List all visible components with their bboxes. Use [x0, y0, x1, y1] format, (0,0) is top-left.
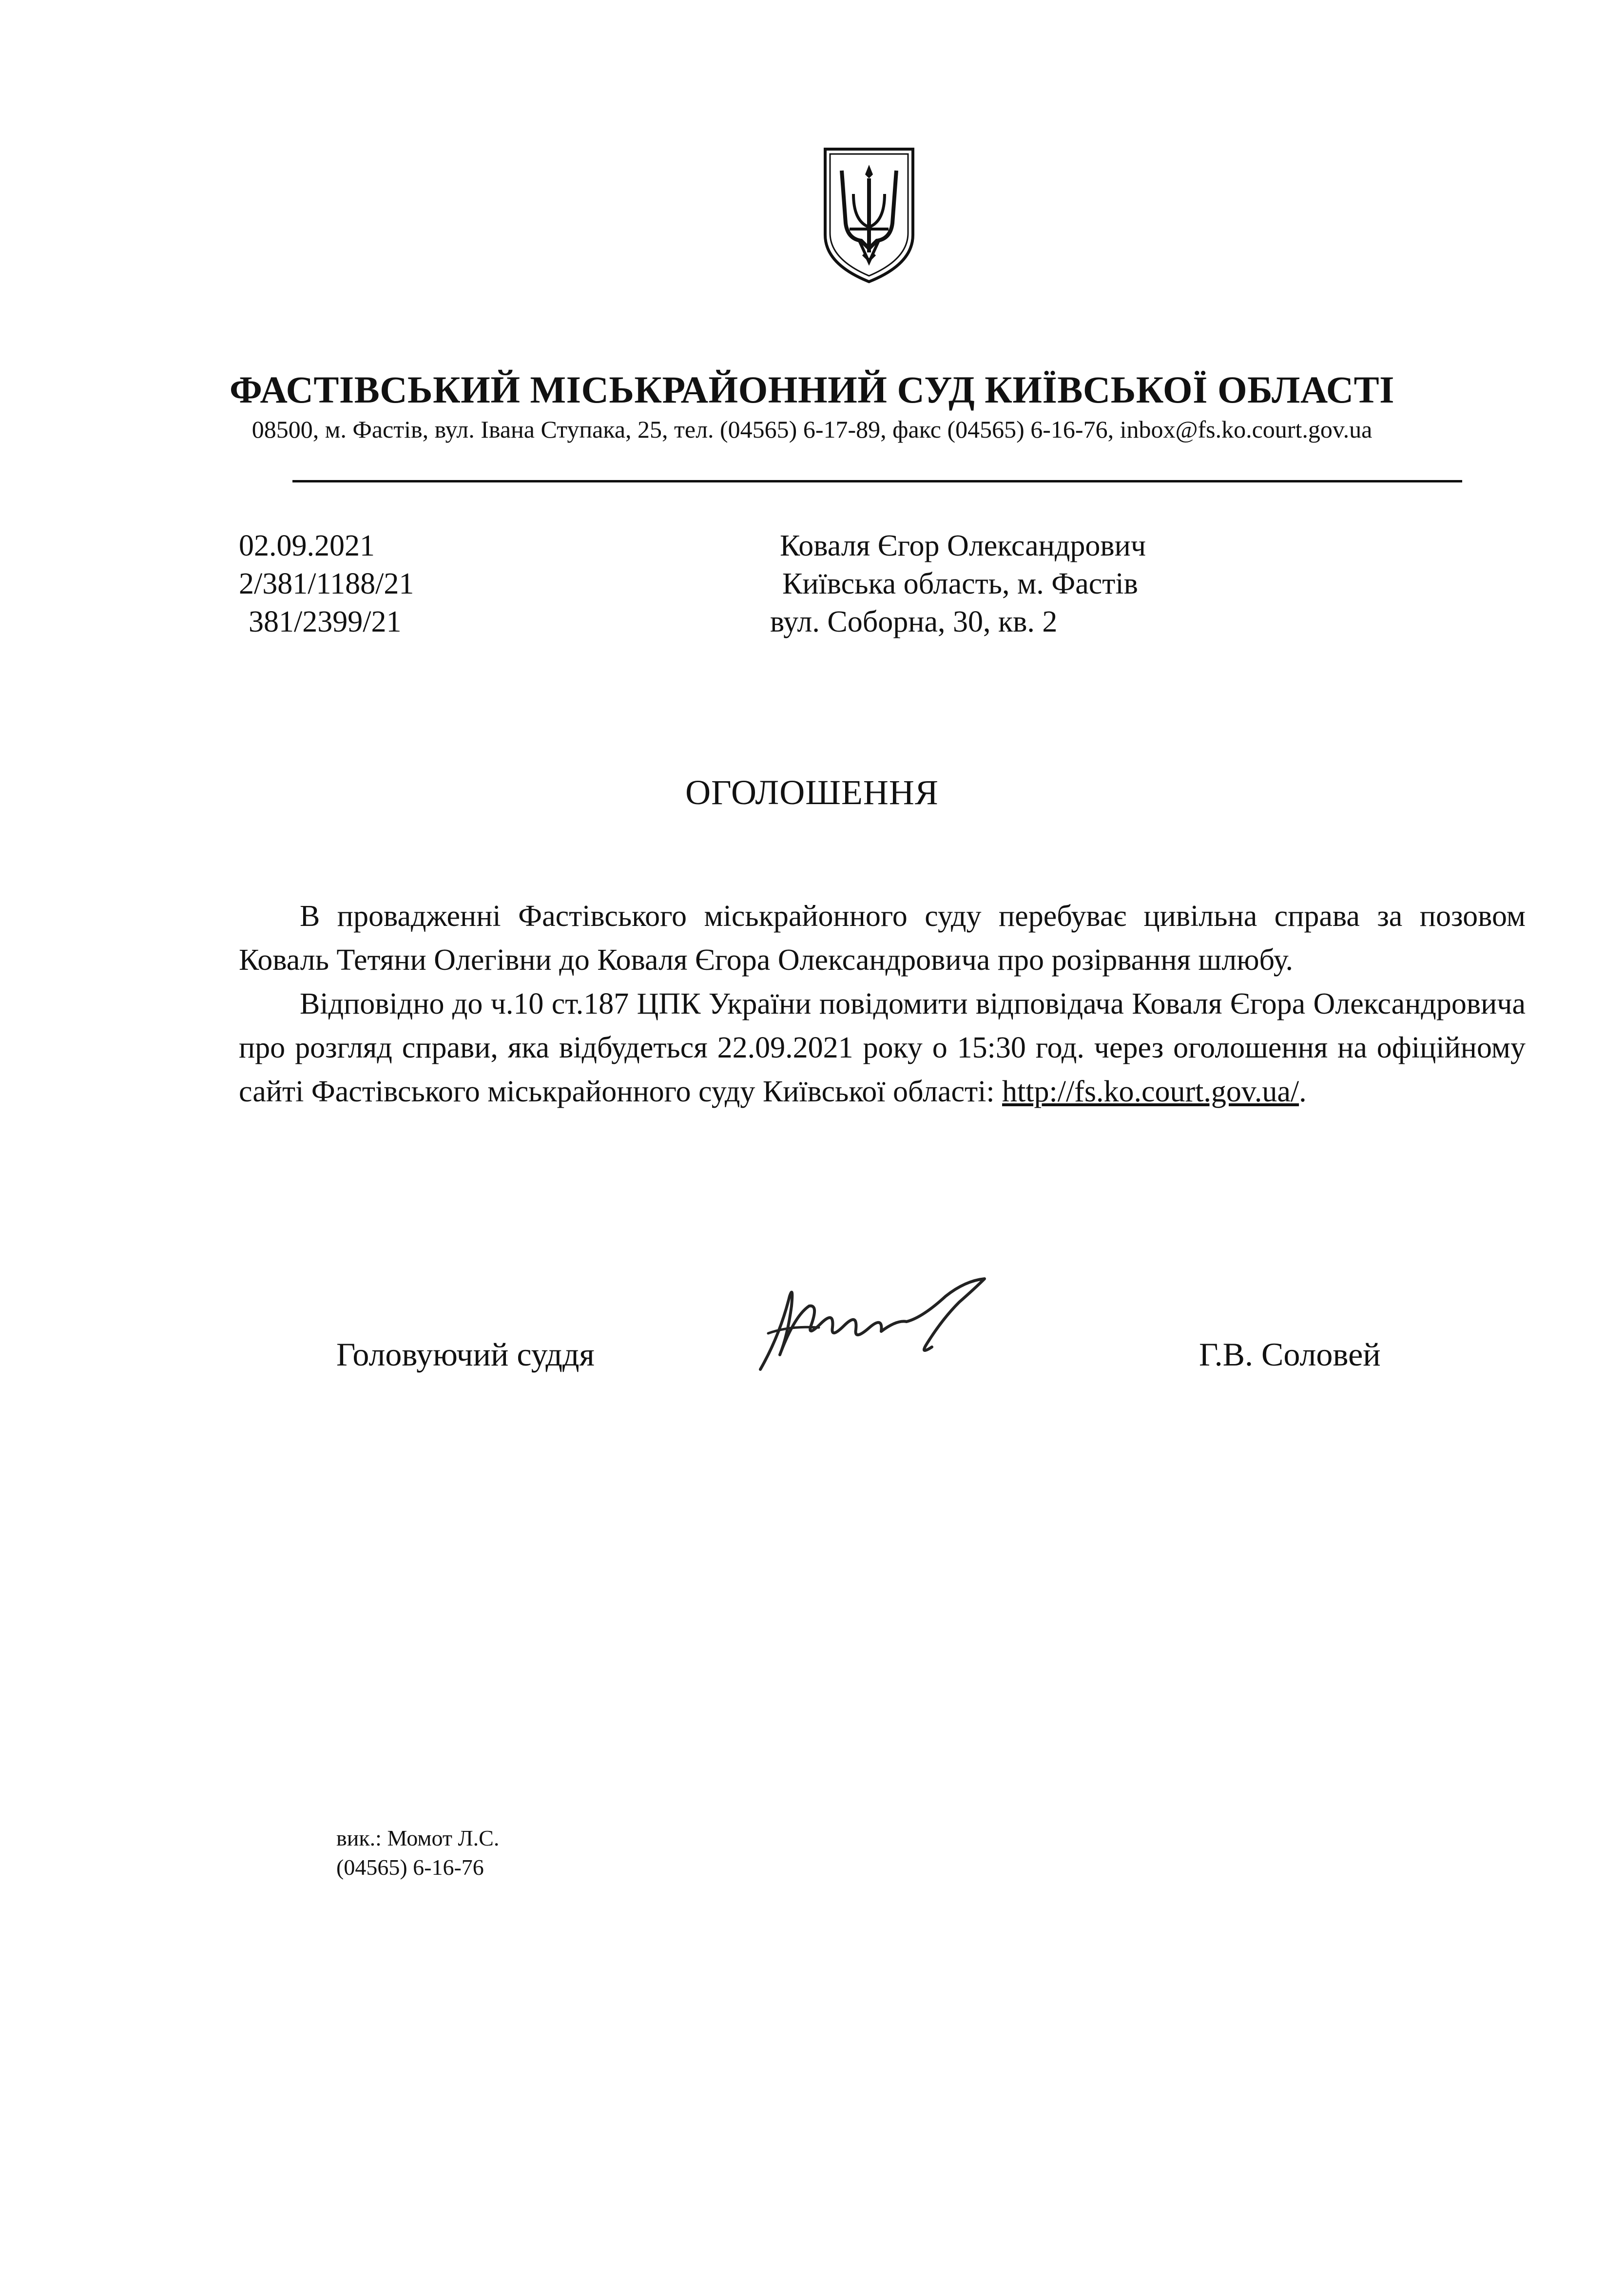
court-name: ФАСТІВСЬКИЙ МІСЬКРАЙОННИЙ СУД КИЇВСЬКОЇ ОБЛАСТІ — [229, 368, 1395, 411]
body-paragraph-1: В провадженні Фастівського міськрайонного суду перебуває цивільна справа за позовом Коваль Тетяни Олегівни до Коваля Єгора Олександровича про розірвання шлюбу. — [239, 900, 1526, 977]
body-paragraph-2 — [239, 982, 1526, 1114]
recipient-city: Київська область, м. Фастів — [782, 567, 1138, 600]
document-date: 02.09.2021 — [239, 529, 375, 562]
case-number: 381/2399/21 — [249, 605, 402, 638]
registration-number: 2/381/1188/21 — [239, 567, 414, 600]
header-divider — [292, 480, 1462, 482]
document-title: ОГОЛОШЕННЯ — [685, 773, 939, 812]
recipient-name: Коваля Єгор Олександрович — [780, 529, 1146, 562]
handwritten-signature — [751, 1277, 1024, 1374]
announcement-body — [239, 894, 1526, 1114]
trident-coat-of-arms-icon — [820, 145, 918, 286]
link-suffix: . — [1299, 1075, 1307, 1108]
body-paragraph-2-text: Відповідно до ч.10 ст.187 ЦПК України повідомити відповідача Коваля Єгора Олександровича про розгляд справи, яка відбудеться 22.09.2021 року о 15:30 год. через оголошення на офіційному сайті Фастівського міськрайонного суду Київської області: — [239, 987, 1526, 1108]
executor-phone: (04565) 6-16-76 — [336, 1855, 484, 1880]
signatory-role: Головуючий суддя — [336, 1336, 595, 1373]
signatory-name: Г.В. Соловей — [1199, 1336, 1381, 1373]
executor-name: вик.: Момот Л.С. — [336, 1826, 500, 1850]
recipient-street: вул. Соборна, 30, кв. 2 — [770, 605, 1058, 638]
court-address: 08500, м. Фастів, вул. Івана Ступака, 25, тел. (04565) 6-17-89, факс (04565) 6-16-76, inbox@fs.ko.court.gov.ua — [251, 416, 1373, 443]
court-website-link[interactable]: http://fs.ko.court.gov.ua/ — [1002, 1075, 1299, 1108]
